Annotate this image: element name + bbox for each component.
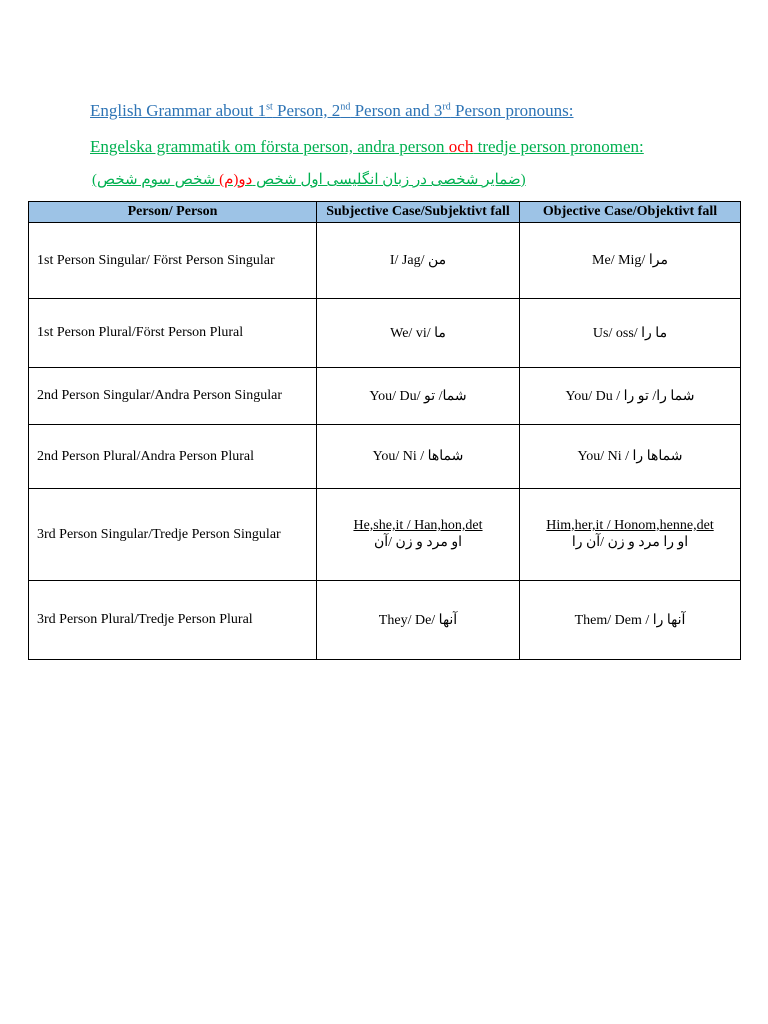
objective-line-latin: Him,her,it / Honom,henne,det bbox=[546, 518, 714, 533]
subjective-cell: They/ De/ آنها bbox=[317, 581, 520, 660]
objective-line-persian: او را مرد و زن /آن را bbox=[571, 535, 689, 550]
heading-english: English Grammar about 1st Person, 2nd Person and 3rd Person pronouns: bbox=[90, 101, 574, 120]
heading-swedish: Engelska grammatik om första person, andra person och tredje person pronomen: bbox=[90, 137, 644, 156]
subjective-cell: You/ Ni / شماها bbox=[317, 425, 520, 489]
objective-cell: You/ Ni / شماها را bbox=[520, 425, 741, 489]
table-header-row bbox=[29, 202, 741, 223]
person-cell: 1st Person Plural/Först Person Plural bbox=[29, 299, 317, 368]
subjective-cell bbox=[317, 489, 520, 581]
heading-persian: (ضمایر شخصی در زبان انگلیسی اول شخص دو(م) شخص سوم شخص) bbox=[92, 172, 526, 188]
person-cell: 2nd Person Plural/Andra Person Plural bbox=[29, 425, 317, 489]
table-row bbox=[29, 223, 741, 299]
subjective-line-latin: He,she,it / Han,hon,det bbox=[353, 518, 483, 533]
objective-cell: Us/ oss/ ما را bbox=[520, 299, 741, 368]
objective-cell bbox=[520, 489, 741, 581]
person-cell: 3rd Person Singular/Tredje Person Singular bbox=[29, 489, 317, 581]
person-cell: 2nd Person Singular/Andra Person Singular bbox=[29, 368, 317, 425]
table-row bbox=[29, 425, 741, 489]
person-cell: 1st Person Singular/ Först Person Singular bbox=[29, 223, 317, 299]
header-objective: Objective Case/Objektivt fall bbox=[520, 202, 741, 223]
subjective-cell: I/ Jag/ من bbox=[317, 223, 520, 299]
table-row bbox=[29, 489, 741, 581]
subjective-cell: We/ vi/ ما bbox=[317, 299, 520, 368]
table-row bbox=[29, 368, 741, 425]
subjective-cell: You/ Du/ شما/ تو bbox=[317, 368, 520, 425]
person-cell: 3rd Person Plural/Tredje Person Plural bbox=[29, 581, 317, 660]
pronoun-table bbox=[28, 201, 741, 660]
table-row bbox=[29, 299, 741, 368]
header-person: Person/ Person bbox=[29, 202, 317, 223]
objective-cell: Them/ Dem / آنها را bbox=[520, 581, 741, 660]
table-row bbox=[29, 581, 741, 660]
subjective-line-persian: او مرد و زن /آن bbox=[374, 535, 462, 550]
header-subjective: Subjective Case/Subjektivt fall bbox=[317, 202, 520, 223]
objective-cell: Me/ Mig/ مرا bbox=[520, 223, 741, 299]
objective-cell: You/ Du / شما را/ تو را bbox=[520, 368, 741, 425]
